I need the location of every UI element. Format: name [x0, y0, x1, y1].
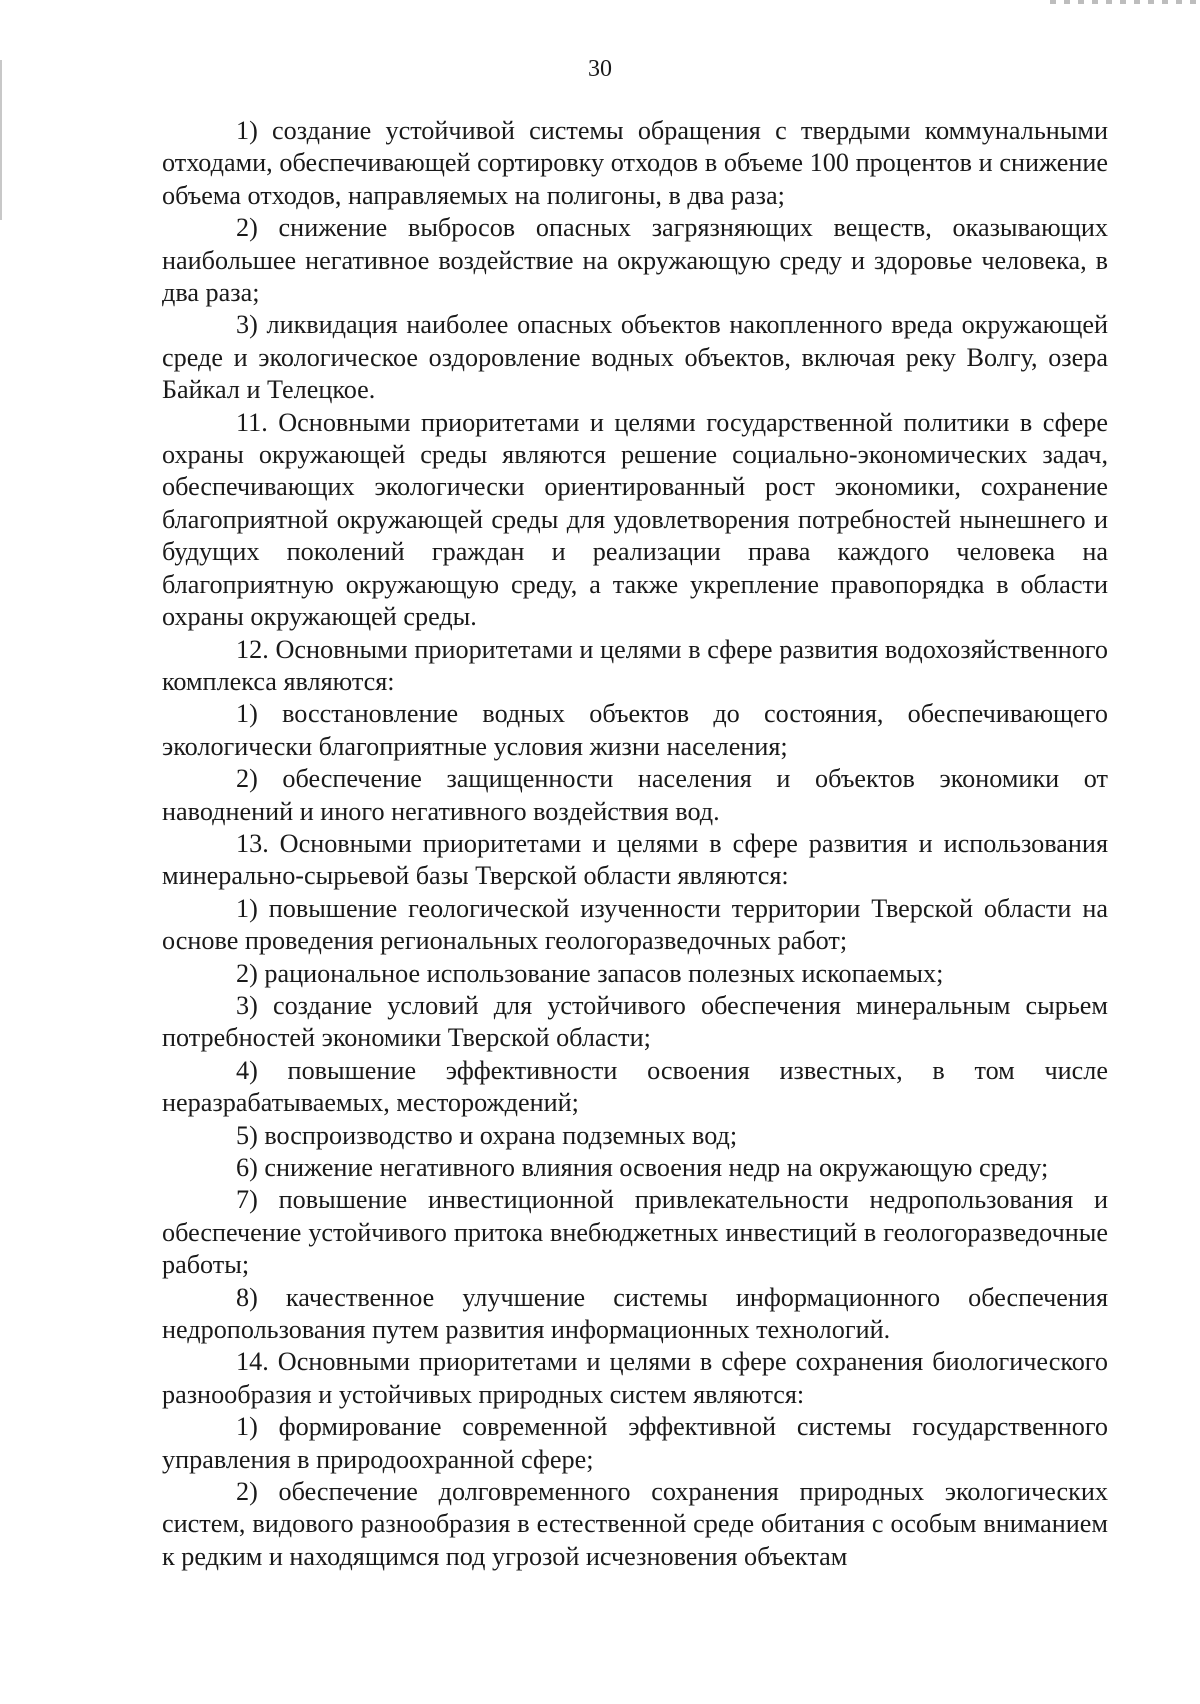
scan-edge-dots: [1050, 0, 1200, 4]
paragraph-13: 5) воспроизводство и охрана подземных вод;: [236, 1120, 738, 1150]
paragraph-15: 7) повышение инвестиционной привлекательности недропользования и обеспечение устойчивого притока внебюджетных инвестиций в геологоразведочные работы;: [162, 1185, 1108, 1280]
paragraph-10: 2) рациональное использование запасов полезных ископаемых;: [236, 958, 944, 988]
page-number: 30: [588, 56, 612, 82]
paragraph-1: 1) создание устойчивой системы обращения с твердыми коммунальными отходами, обеспечивающей сортировку отходов в объеме 100 процентов и снижение объема отходов, направляемых на полигоны, в два раза;: [162, 116, 1108, 210]
paragraph-6: 1) восстановление водных объектов до состояния, обеспечивающего экологически благоприятные условия жизни населения;: [162, 699, 1108, 761]
paragraph-2: 2) снижение выбросов опасных загрязняющих веществ, оказывающих наибольшее негативное воздействие на окружающую среду и здоровье человека, в два раза;: [162, 213, 1108, 308]
paragraph-3: 3) ликвидация наиболее опасных объектов накопленного вреда окружающей среде и экологическое оздоровление водных объектов, включая реку Волгу, озера Байкал и Телецкое.: [162, 310, 1108, 405]
paragraph-5: 12. Основными приоритетами и целями в сфере развития водохозяйственного комплекса являются:: [162, 634, 1108, 696]
paragraph-17: 14. Основными приоритетами и целями в сфере сохранения биологического разнообразия и устойчивых природных систем являются:: [162, 1347, 1108, 1409]
paragraph-11: 3) создание условий для устойчивого обеспечения минеральным сырьем потребностей экономики Тверской области;: [162, 990, 1108, 1053]
paragraph-4: 11. Основными приоритетами и целями государственной политики в сфере охраны окружающей среды являются решение социально-экономических задач, обеспечивающих экологически ориентированный рост экономики, сохранение благоприятной окружающей среды для удовлетворения потребностей нынешнего и будущих поколений граждан и реализации права каждого человека на благоприятную окружающую среду, а также укрепление правопорядка в области охраны окружающей среды.: [162, 407, 1108, 632]
scan-edge-mark: [0, 60, 2, 220]
paragraph-16: 8) качественное улучшение системы информационного обеспечения недропользования путем развития информационных технологий.: [162, 1282, 1108, 1345]
paragraph-7: 2) обеспечение защищенности населения и объектов экономики от наводнений и иного негативного воздействия вод.: [162, 764, 1108, 826]
paragraph-19: 2) обеспечение долговременного сохранения природных экологических систем, видового разнообразия в естественной среде обитания с особым вниманием к редким и находящимся под угрозой исчезновения объектам: [162, 1477, 1108, 1571]
paragraph-9: 1) повышение геологической изученности территории Тверской области на основе проведения региональных геологоразведочных работ;: [162, 893, 1108, 956]
paragraph-8: 13. Основными приоритетами и целями в сфере развития и использования минерально-сырьевой базы Тверской области являются:: [162, 828, 1108, 891]
document-body: [162, 115, 1108, 1573]
paragraph-18: 1) формирование современной эффективной системы государственного управления в природоохранной сфере;: [162, 1412, 1108, 1474]
paragraph-12: 4) повышение эффективности освоения известных, в том числе неразрабатываемых, месторождений;: [162, 1055, 1108, 1118]
paragraph-14: 6) снижение негативного влияния освоения недр на окружающую среду;: [236, 1153, 1049, 1182]
